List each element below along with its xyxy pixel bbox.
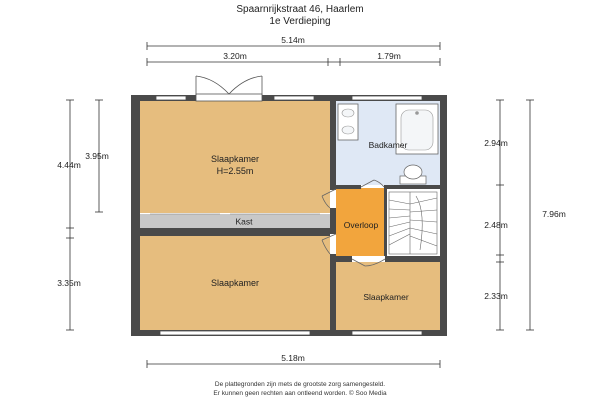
bathroom-label: Badkamer: [368, 140, 408, 150]
stairs-area: [386, 188, 440, 256]
dim-left-outer-top: 4.44m: [57, 160, 81, 170]
landing-label: Overloop: [343, 220, 379, 230]
ceiling-height-label: H=2.55m: [216, 166, 254, 176]
disclaimer-line-1: De plattegronden zijn mets de grootste zorg samengesteld.: [214, 381, 386, 388]
dim-top-right: 1.79m: [377, 51, 401, 61]
dim-top-total: 5.14m: [281, 35, 305, 45]
bedroom-top-label: Slaapkamer: [210, 154, 260, 164]
dim-right-total: 7.96m: [542, 209, 566, 219]
bedroom-bottom-left-label: Slaapkamer: [210, 278, 260, 288]
dim-left-outer-bottom: 3.35m: [57, 278, 81, 288]
disclaimer-line-2: Er kunnen geen rechten aan ontleend worden. © Soo Media: [213, 390, 387, 397]
closet-label: Kast: [235, 216, 253, 227]
dim-bottom-total: 5.18m: [281, 353, 305, 363]
dim-right-a: 2.94m: [484, 138, 508, 148]
balcony-doors: [196, 76, 262, 101]
dim-right-b: 2.48m: [484, 220, 508, 230]
bedroom-bottom-right-label: Slaapkamer: [363, 292, 409, 302]
dim-left-inner: 3.95m: [85, 151, 109, 161]
address-label: Spaarnrijkstraat 46, Haarlem: [236, 4, 364, 15]
dim-right-c: 2.33m: [484, 291, 508, 301]
sinks: [338, 104, 358, 140]
floor-label: 1e Verdieping: [269, 16, 331, 27]
dim-top-left: 3.20m: [223, 51, 247, 61]
